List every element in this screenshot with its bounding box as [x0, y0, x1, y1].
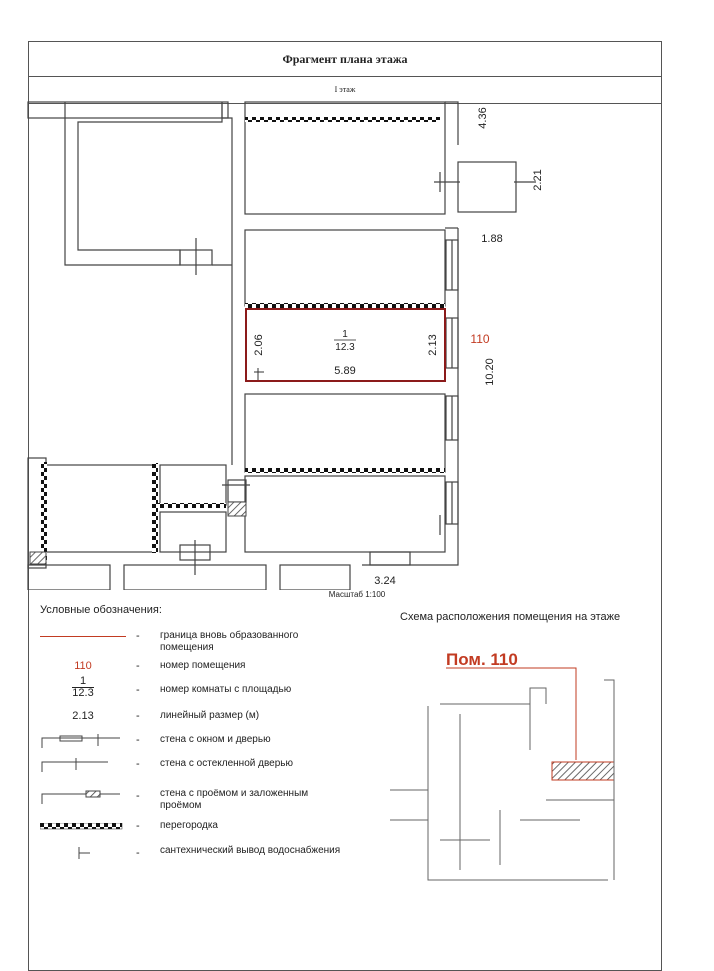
room-s-small — [160, 465, 226, 505]
premises-highlight — [552, 762, 614, 780]
door-opening — [228, 480, 246, 502]
scheme-title: Схема расположения помещения на этаже — [400, 611, 621, 623]
legend-row — [0, 820, 420, 836]
callout-line — [446, 668, 576, 674]
legend-row — [0, 630, 420, 653]
scheme-premises-label: Пом. 110 — [446, 650, 518, 669]
room-s-small — [160, 512, 226, 552]
dimension-436: 4.36 — [477, 107, 489, 129]
partition — [41, 462, 47, 562]
blocked-opening — [30, 552, 46, 564]
scheme-wall — [440, 688, 546, 704]
legend-symbol-partition — [40, 823, 126, 831]
partition — [245, 468, 445, 473]
partition — [245, 117, 440, 122]
plumbing-outlet — [254, 368, 264, 380]
legend-text: стена с окном и дверью — [160, 734, 271, 745]
legend-symbol-room — [40, 676, 126, 699]
scale-label: Масштаб 1:100 — [328, 590, 386, 599]
legend-row — [0, 845, 420, 873]
legend-symbol-number: 110 — [74, 660, 92, 672]
legend-row — [0, 660, 420, 676]
legend-dash: - — [136, 710, 140, 722]
legend-symbol-plumbing — [76, 847, 92, 859]
location-scheme — [380, 660, 640, 890]
wall-room-nw — [65, 102, 222, 265]
legend-dash: - — [136, 630, 140, 642]
dimension-height-right: 2.13 — [427, 334, 439, 356]
legend-row — [0, 758, 420, 774]
legend-symbol-boundary — [40, 636, 126, 637]
room-sw — [46, 465, 156, 552]
wall-central-left — [222, 102, 232, 465]
dimension-324: 3.24 — [374, 575, 396, 587]
legend-room-area: 12.3 — [72, 687, 94, 699]
legend-dash: - — [136, 684, 140, 696]
wall-segment — [28, 565, 110, 590]
legend-row — [0, 710, 420, 726]
blocked-opening — [228, 502, 246, 516]
legend-room-num: 1 — [79, 675, 87, 687]
room-area: 12.3 — [335, 342, 355, 353]
legend-text: перегородка — [160, 820, 218, 831]
room-bottom — [245, 476, 445, 552]
wall-east — [362, 228, 458, 565]
dimension-221: 2.21 — [532, 169, 544, 191]
legend-text: сантехнический вывод водоснабжения — [160, 845, 341, 856]
legend-dash: - — [136, 734, 140, 746]
legend-row — [0, 788, 420, 816]
legend-symbol-window-door — [40, 734, 126, 750]
legend-text: стена с остекленной дверью — [160, 758, 293, 769]
partition — [158, 503, 226, 508]
legend-text: номер помещения — [160, 660, 246, 671]
legend-row — [0, 734, 420, 750]
premises-number: 110 — [470, 332, 490, 346]
legend-dash: - — [136, 660, 140, 672]
dimension-188: 1.88 — [481, 233, 503, 245]
legend-symbol-opening — [40, 790, 126, 806]
legend-dash: - — [136, 790, 140, 802]
room-number: 1 — [342, 329, 348, 340]
legend-title: Условные обозначения: — [40, 604, 162, 616]
legend-symbol-dimension: 2.13 — [72, 710, 94, 722]
room-lower — [245, 394, 445, 472]
wall-segment — [28, 102, 228, 118]
partition — [245, 303, 445, 308]
sheet-title: Фрагмент плана этажа — [29, 42, 661, 77]
legend-text: линейный размер (м) — [160, 710, 260, 721]
wall-segment — [445, 102, 458, 145]
legend-dash: - — [136, 758, 140, 770]
dimension-1020: 10.20 — [484, 358, 496, 386]
window — [370, 552, 410, 565]
floor-label: I этаж — [29, 76, 661, 104]
legend-dash: - — [136, 847, 140, 859]
room-upper — [245, 230, 445, 306]
legend-symbol-glazed-door — [40, 758, 126, 774]
legend-dash: - — [136, 820, 140, 832]
dimension-height-left: 2.06 — [253, 334, 265, 356]
dimension-width: 5.89 — [334, 365, 356, 377]
partition — [152, 463, 158, 553]
legend-text: граница вновь образованного помещения — [160, 630, 299, 653]
legend-text: номер комнаты с площадью — [160, 684, 292, 695]
legend-text: стена с проёмом и заложенным проёмом — [160, 788, 309, 811]
legend-row — [0, 676, 420, 706]
scheme-wall — [428, 706, 608, 880]
wall-segment — [280, 565, 350, 590]
room-small — [458, 162, 516, 212]
